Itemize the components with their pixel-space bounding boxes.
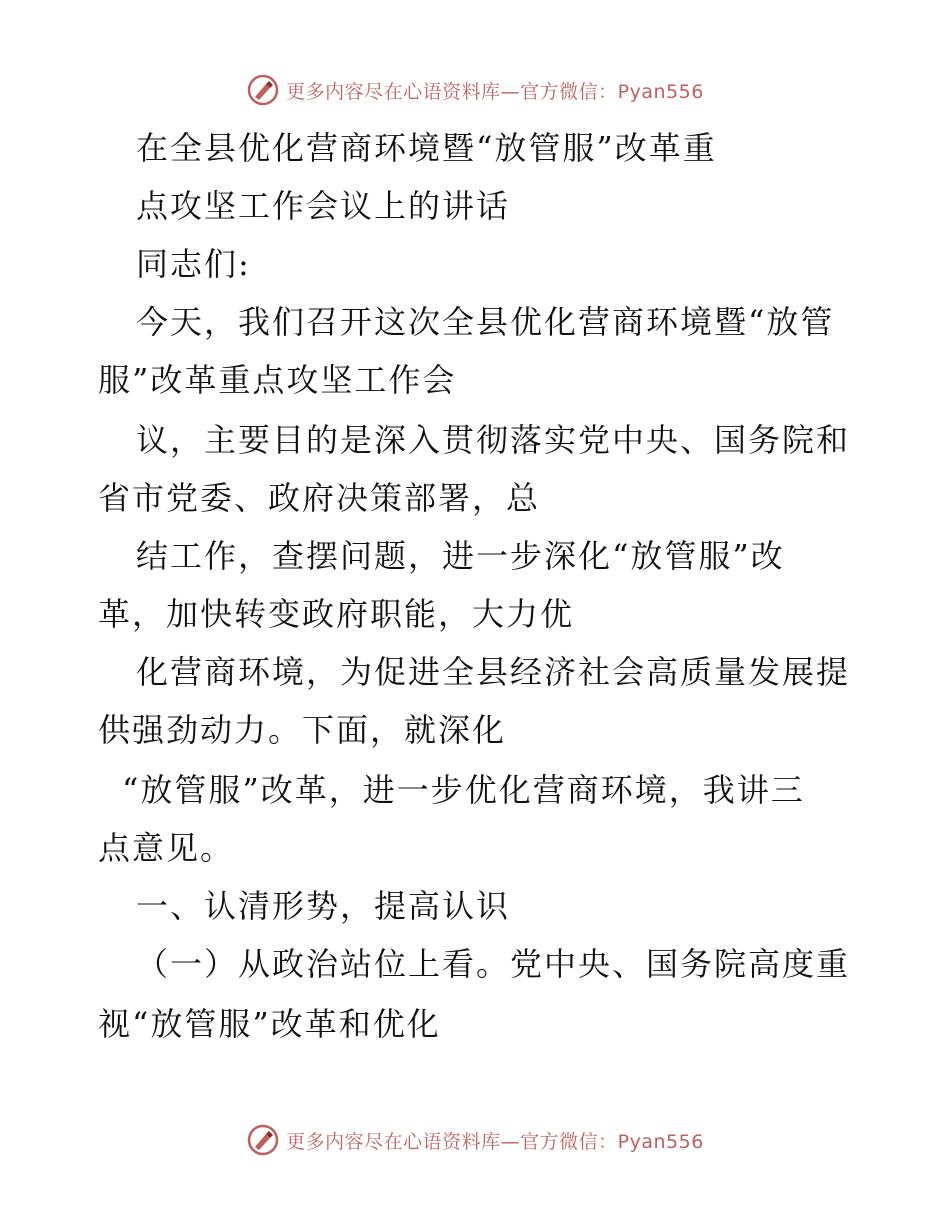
paragraph-line: 省市党委、政府决策部署，总 (98, 479, 541, 517)
section-heading: 一、认清形势，提高认识 (136, 887, 511, 925)
paragraph-line: （一）从政治站位上看。党中央、国务院高度重 (136, 945, 851, 983)
document-title-line-2: 点攻坚工作会议上的讲话 (136, 187, 511, 225)
watermark-footer (0, 1120, 950, 1160)
paragraph-line: 议，主要目的是深入贯彻落实党中央、国务院和 (136, 421, 851, 459)
greeting: 同志们: (136, 245, 251, 283)
pen-logo-icon (246, 1123, 280, 1157)
paragraph-line: 化营商环境，为促进全县经济社会高质量发展提 (136, 653, 851, 691)
paragraph-line: “放管服”改革，进一步优化营商环境，我讲三 (122, 771, 805, 809)
paragraph-line: 结工作，查摆问题，进一步深化“放管服”改 (136, 537, 785, 575)
paragraph-line: 供强劲动力。下面，就深化 (98, 711, 507, 749)
watermark-text: 更多内容尽在心语资料库—官方微信：Pyan556 (286, 80, 704, 103)
watermark-text: 更多内容尽在心语资料库—官方微信：Pyan556 (286, 1130, 704, 1153)
paragraph-line: 今天，我们召开这次全县优化营商环境暨“放管 (136, 303, 835, 341)
paragraph-line: 革，加快转变政府职能，大力优 (98, 595, 575, 633)
watermark-header (0, 70, 950, 110)
paragraph-line: 点意见。 (98, 829, 235, 867)
pen-logo-icon (246, 73, 280, 107)
paragraph-line: 服”改革重点攻坚工作会 (98, 361, 457, 399)
paragraph-line: 视“放管服”改革和优化 (98, 1005, 441, 1043)
document-title-line-1: 在全县优化营商环境暨“放管服”改革重 (136, 129, 717, 167)
